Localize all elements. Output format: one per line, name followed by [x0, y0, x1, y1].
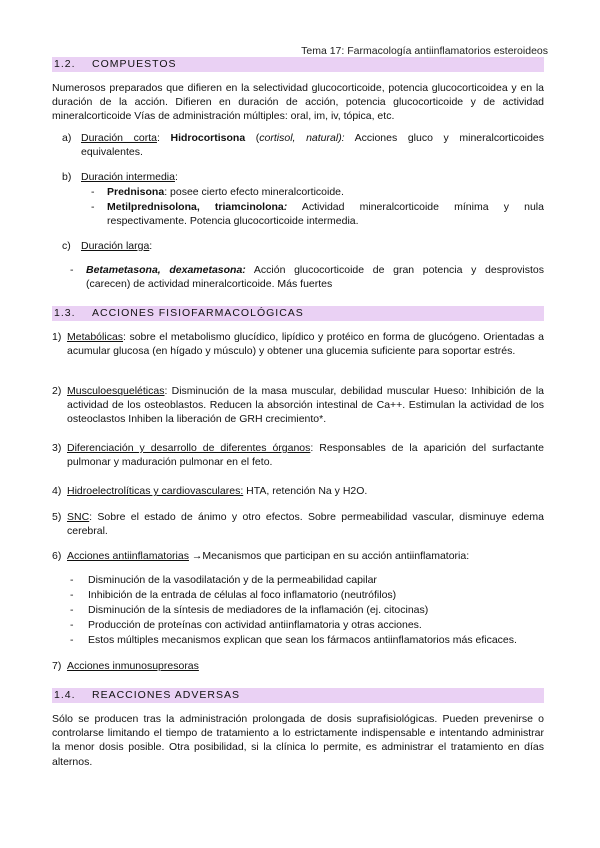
term: Acciones inmunosupresoras	[67, 660, 199, 672]
drug-name: Prednisona	[107, 186, 165, 198]
item-number: 2)	[52, 385, 62, 397]
section-number: 1.3.	[54, 307, 76, 319]
term: Diferenciación y desarrollo de diferentes órganos	[67, 442, 311, 454]
term: SNC	[67, 511, 90, 523]
item-number: 4)	[52, 485, 62, 497]
prednisona-item	[107, 185, 544, 199]
description: : sobre el metabolismo glucídico, lipídico y protéico en forma de glucógeno. Orientadas a acumular glucosa (en hígado y músculo) y obtener una glucemia suficiente para soportar estrés.	[67, 331, 544, 358]
item-label-a: a)	[62, 132, 72, 144]
paren-close: ):	[338, 132, 345, 144]
bullet-dash: -	[70, 574, 74, 586]
description: : Responsables de la aparición del surfactante pulmonar y maduración pulmonar en el feto.	[67, 442, 544, 469]
description: →Mecanismos que participan en su acción antiinflamatoria:	[188, 550, 470, 562]
section-number: 1.4.	[54, 689, 76, 701]
compuestos-intro: Numerosos preparados que difieren en la selectividad glucocorticoide, potencia glucocorticoidea y en la duración de la acción. Difieren en duración de acción, potencia glucocorticoide y de actividad mineralcorticoide Vías de administración múltiples: oral, im, iv, tópica, etc.	[52, 82, 544, 123]
bullet-dash: -	[70, 634, 74, 646]
mecanismo-item: Disminución de la síntesis de mediadores de la inflamación (ej. citocinas)	[88, 604, 429, 616]
term: Acciones antiinflamatorias	[67, 550, 189, 562]
accion-musculoesqueleticas	[67, 384, 544, 427]
bullet-dash: -	[70, 589, 74, 601]
duracion-corta-item	[81, 131, 544, 159]
section-title: ACCIONES FISIOFARMACOLÓGICAS	[92, 307, 304, 319]
separator: :	[156, 132, 171, 144]
item-label-b: b)	[62, 171, 72, 183]
term: Duración corta	[81, 132, 157, 144]
bullet-dash: -	[70, 619, 74, 631]
item-number: 3)	[52, 442, 62, 454]
term: Metabólicas	[67, 331, 124, 343]
duracion-larga-item	[81, 239, 152, 253]
accion-inmunosupresoras	[67, 659, 199, 673]
description: : Disminución de la masa muscular, debilidad muscular Hueso: Inhibición de la actividad de los osteoblastos. Reducen la absorción intestinal de Ca++. Estimulan la actividad de los osteoclastos Inhiben la liberación de GRH crecimiento*.	[67, 385, 544, 426]
section-title: COMPUESTOS	[92, 58, 177, 70]
bullet-dash: -	[70, 264, 74, 276]
running-header: Tema 17: Farmacología antiinflamatorios esteroideos	[301, 45, 548, 57]
paren-open: (	[245, 132, 260, 144]
accion-diferenciacion	[67, 441, 544, 469]
colon: :	[149, 240, 153, 252]
section-heading-reacciones	[52, 688, 544, 703]
section-number: 1.2.	[54, 58, 76, 70]
accion-snc	[67, 510, 544, 538]
term: Hidroelectrolíticas y cardiovasculares:	[67, 485, 244, 497]
bullet-dash: -	[91, 186, 95, 198]
term: Duración larga	[81, 240, 150, 252]
item-number: 6)	[52, 550, 62, 562]
description: Actividad mineralcorticoide mínima y nula respectivamente. Potencia glucocorticoide intermedia.	[107, 201, 544, 228]
item-label-c: c)	[62, 240, 71, 252]
mecanismo-item: Inhibición de la entrada de células al foco inflamatorio (neutrófilos)	[88, 589, 397, 601]
drug-name: Metilprednisolona	[107, 201, 197, 213]
reacciones-text: Sólo se producen tras la administración prolongada de dosis suprafisiológicas. Pueden prevenirse o controlarse limitando el tiempo de tratamiento a lo estrictamente indispensable e intentando administrar la menor dosis posible. Otra posibilidad, si la clínica lo permite, es administrar el tratamiento en días alternos.	[52, 713, 544, 768]
mecanismo-item: Disminución de la vasodilatación y de la permeabilidad capilar	[88, 574, 377, 586]
betametasona-item	[86, 263, 544, 291]
bullet-dash: -	[91, 201, 95, 213]
description: Acción glucocorticoide de gran potencia y desprovistos (carecen) de actividad mineralcorticoide. Más fuertes	[86, 264, 544, 291]
metilprednisolona-item	[107, 200, 544, 228]
colon: :	[174, 171, 178, 183]
drug-name: Betametasona	[86, 264, 158, 276]
bullet-dash: -	[70, 604, 74, 616]
comma: ,	[157, 264, 170, 276]
colon: :	[283, 201, 288, 213]
section-heading-compuestos	[52, 57, 544, 72]
mecanismo-item: Estos múltiples mecanismos explican que sean los fármacos antiinflamatorios más eficaces.	[88, 634, 517, 646]
item-number: 5)	[52, 511, 62, 523]
description: : posee cierto efecto mineralcorticoide.	[164, 186, 344, 198]
section-title: REACCIONES ADVERSAS	[92, 689, 240, 701]
drug-alias: cortisol, natural	[259, 132, 339, 144]
accion-antiinflamatorias	[67, 549, 544, 563]
section-heading-acciones	[52, 306, 544, 321]
duracion-intermedia-item	[81, 170, 178, 184]
item-number: 1)	[52, 331, 62, 343]
comma: ,	[196, 201, 215, 213]
drug-name: Hidrocortisona	[170, 132, 246, 144]
accion-metabolicas	[67, 330, 544, 358]
drug-name: dexametasona:	[169, 264, 246, 276]
mecanismo-item: Producción de proteínas con actividad antiinflamatoria y otras acciones.	[88, 619, 422, 631]
term: Duración intermedia	[81, 171, 175, 183]
term: Musculoesqueléticas	[67, 385, 165, 397]
description: Acciones gluco y mineralcorticoides equivalentes.	[81, 132, 545, 159]
description: : Sobre el estado de ánimo y otro efectos. Sobre permeabilidad vascular, disminuye edema cerebral.	[67, 511, 544, 538]
accion-hidroelectroliticas	[67, 484, 544, 498]
description: HTA, retención Na y H2O.	[243, 485, 368, 497]
drug-name: triamcinolona	[214, 201, 284, 213]
item-number: 7)	[52, 660, 62, 672]
